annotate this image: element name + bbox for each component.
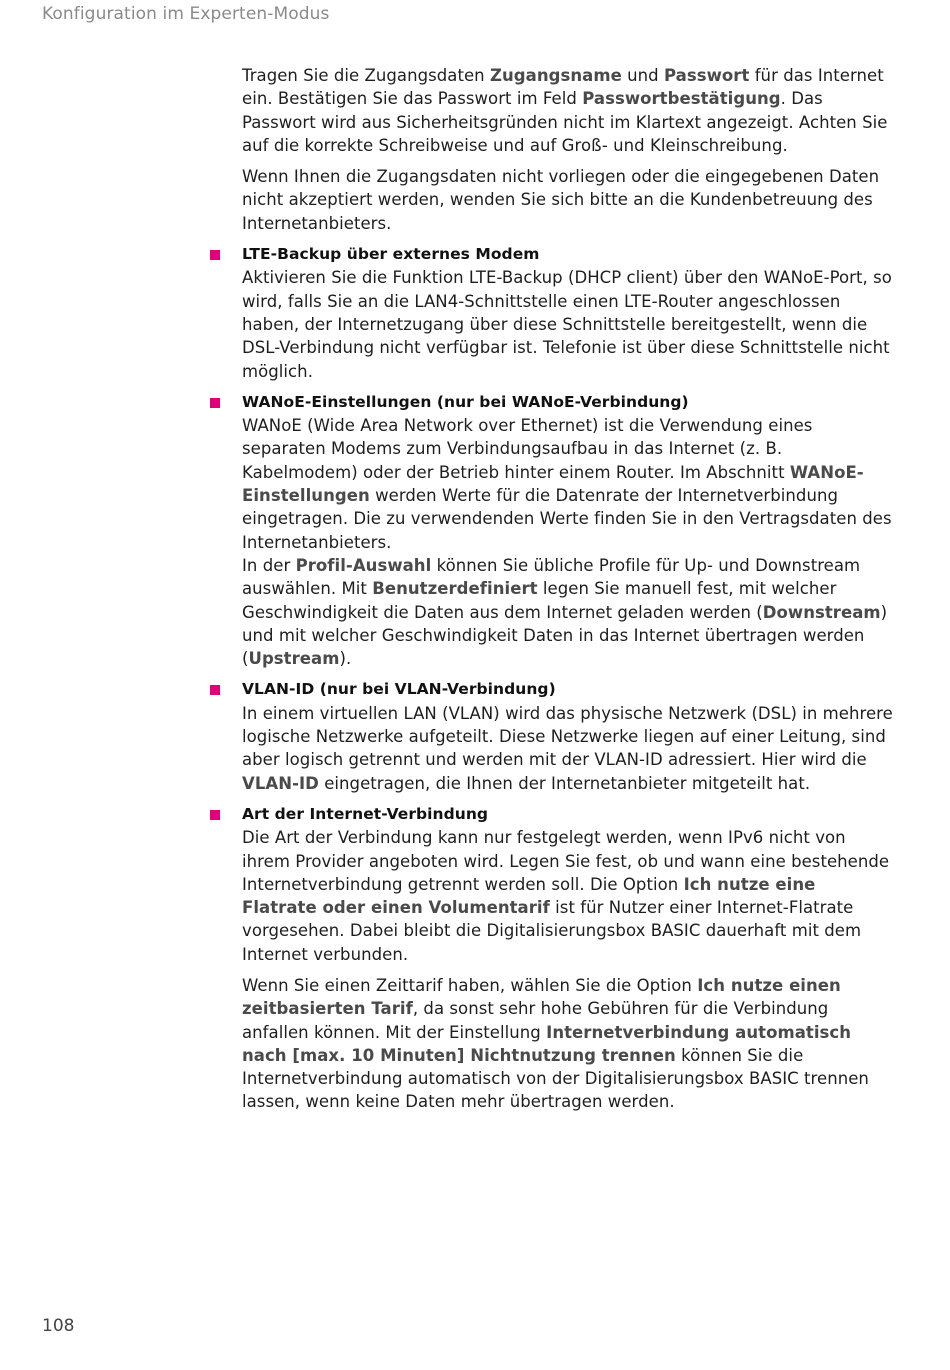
lte-backup-title: LTE-Backup über externes Modem [242,245,540,264]
art-title: Art der Internet-Verbindung [242,804,489,823]
term-flatrate-option: Ich nutze eine Flatrate oder einen Volumentarif [242,874,816,918]
main-content [242,64,894,1122]
intro-paragraph-support: Wenn Ihnen die Zugangsdaten nicht vorliegen oder die eingegebenen Daten nicht akzeptiert werden, wenden Sie sich bitte an die Kundenbetreuung des Internetanbieters. [242,167,880,233]
term-passwort: Passwort [663,66,750,85]
vlan-body: In einem virtuellen LAN (VLAN) wird das physische Netzwerk (DSL) in mehrere logische Netzwerke aufgeteilt. Diese Netzwerke liegen auf einer Leitung, sind aber logisch getrennt und werden mit der VLAN-ID adressiert. Hier wird die VLAN-ID eingetragen, die Ihnen der Internetanbieter mitgeteilt hat. [242,703,893,793]
list-item-vlan [242,678,894,794]
term-zugangsname: Zugangsname [489,66,622,85]
page-number: 108 [42,1316,75,1336]
term-profil-auswahl: Profil-Auswahl [295,555,432,575]
wanoe-body-2: In der Profil-Auswahl können Sie übliche Profile für Up- und Downstream auswählen. Mit Benutzerdefiniert legen Sie manuell fest, mit welcher Geschwindigkeit die Daten aus dem Internet geladen werden (Downstream) und mit welcher Geschwindigkeit Daten in das Internet übertragen werden (Upstream). [242,555,888,669]
term-vlan-id: VLAN-ID [242,773,319,793]
bullet-square-icon [210,810,220,820]
bullet-square-icon [210,250,220,260]
term-benutzerdefiniert: Benutzerdefiniert [372,579,538,599]
term-upstream: Upstream [248,649,340,669]
term-downstream: Downstream [762,602,881,622]
wanoe-title: WANoE-Einstellungen (nur bei WANoE-Verbindung) [242,392,689,411]
term-zeittarif-option: Ich nutze einen zeitbasierten Tarif [242,975,841,1019]
list-item-art-der-verbindung [242,803,894,1114]
wanoe-body-1: WANoE (Wide Area Network over Ethernet) ist die Verwendung eines separaten Modems zum Verbindungsaufbau in das Internet (z. B. Kabelmodem) oder der Betrieb hinter einem Router. Im Abschnitt WANoE-Einstellungen werden Werte für die Datenrate der Internetverbindung eingetragen. Die zu verwendenden Werte finden Sie in den Vertragsdaten des Internetanbieters. [242,416,892,552]
bullet-square-icon [210,398,220,408]
term-passwortbestaetigung: Passwortbestätigung [582,89,781,109]
list-item-wanoe [242,391,894,671]
term-wanoe-einstellungen: WANoE-Einstellungen [242,462,864,506]
term-auto-disconnect-setting: Internetverbindung automatisch nach [max. 10 Minuten] Nichtnutzung trennen [242,1022,852,1065]
art-body-2: Wenn Sie einen Zeittarif haben, wählen Sie die Option Ich nutze einen zeitbasierten Tarif, da sonst sehr hohe Gebühren für die Verbindung anfallen können. Mit der Einstellung Internetverbindung automatisch nach [max. 10 Minuten] Nichtnutzung trennen können Sie die Internetverbindung automatisch von der Digitalisierungsbox BASIC trennen lassen, wenn keine Daten mehr übertragen werden. [242,975,869,1112]
vlan-title: VLAN-ID (nur bei VLAN-Verbindung) [242,680,556,699]
art-body-1: Die Art der Verbindung kann nur festgelegt werden, wenn IPv6 nicht von ihrem Provider angeboten wird. Legen Sie fest, ob und wann eine bestehende Internetverbindung getrennt werden soll. Die Option Ich nutze eine Flatrate oder einen Volumentarif ist für Nutzer einer Internet-Flatrate vorgesehen. Dabei bleibt die Digitalisierungsbox BASIC dauerhaft mit dem Internet verbunden. [242,828,890,964]
list-item-lte-backup [242,243,894,383]
intro-paragraph-credentials: Tragen Sie die Zugangsdaten Zugangsname und Passwort für das Internet ein. Bestätigen Sie das Passwort im Feld Passwortbestätigung. Das Passwort wird aus Sicherheitsgründen nicht im Klartext angezeigt. Achten Sie auf die korrekte Schreibweise und auf Groß- und Kleinschreibung. [242,66,888,155]
bullet-square-icon [210,685,220,695]
running-header: Konfiguration im Experten-Modus [42,4,330,24]
lte-backup-body: Aktivieren Sie die Funktion LTE-Backup (DHCP client) über den WANoE-Port, so wird, falls Sie an die LAN4-Schnittstelle einen LTE-Router angeschlossen haben, der Internetzugang über diese Schnittstelle bereitgestellt, wenn die DSL-Verbindung nicht verfügbar ist. Telefonie ist über diese Schnittstelle nicht möglich. [242,268,892,381]
